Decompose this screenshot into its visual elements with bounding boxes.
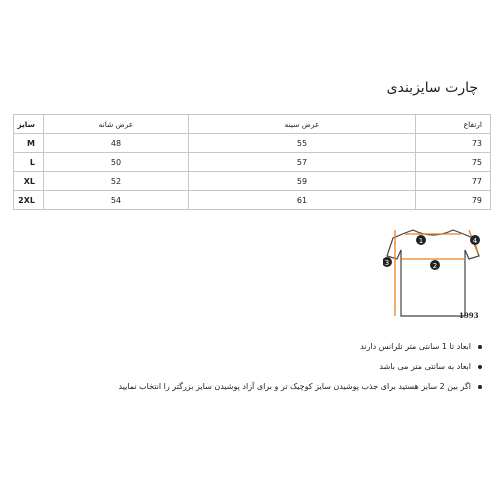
cell-height: 79 <box>416 191 491 210</box>
table-header-row <box>14 115 491 134</box>
table-row <box>14 172 491 191</box>
brand-logo: 1993 <box>459 311 479 320</box>
note-text: ابعاد به سانتی متر می باشد <box>379 362 471 371</box>
cell-shoulder: 52 <box>44 172 189 191</box>
notes-list <box>42 342 482 402</box>
marker-2: 2 <box>432 262 438 270</box>
cell-size: M <box>14 134 44 153</box>
cell-chest: 57 <box>189 153 416 172</box>
cell-shoulder: 54 <box>44 191 189 210</box>
cell-chest: 55 <box>189 134 416 153</box>
list-item <box>42 362 482 371</box>
cell-size: XL <box>14 172 44 191</box>
size-chart-table <box>13 114 491 210</box>
cell-size: L <box>14 153 44 172</box>
cell-chest: 59 <box>189 172 416 191</box>
header-height: ارتفاع <box>416 115 491 134</box>
cell-size: 2XL <box>14 191 44 210</box>
bullet-icon <box>478 385 482 389</box>
table-row <box>14 153 491 172</box>
cell-chest: 61 <box>189 191 416 210</box>
cell-height: 77 <box>416 172 491 191</box>
table-row <box>14 191 491 210</box>
header-shoulder-width: عرض شانه <box>44 115 189 134</box>
page-title: چارت سایزبندی <box>386 80 478 96</box>
table-row <box>14 134 491 153</box>
bullet-icon <box>478 365 482 369</box>
cell-height: 73 <box>416 134 491 153</box>
marker-3: 3 <box>384 259 390 267</box>
list-item <box>42 382 482 391</box>
cell-height: 75 <box>416 153 491 172</box>
bullet-icon <box>478 345 482 349</box>
tshirt-measurement-diagram <box>383 224 483 324</box>
header-chest-width: عرض سینه <box>189 115 416 134</box>
cell-shoulder: 48 <box>44 134 189 153</box>
marker-1: 1 <box>418 237 424 245</box>
list-item <box>42 342 482 351</box>
note-text: اگر بین 2 سایز هستید برای جذب پوشیدن سایز کوچیک تر و برای آزاد پوشیدن سایز بزرگتر را انتخاب نمایید <box>118 382 471 391</box>
header-size: سایز <box>14 115 44 134</box>
tshirt-outline <box>384 230 479 316</box>
note-text: ابعاد تا 1 سانتی متر تلرانس دارند <box>360 342 471 351</box>
cell-shoulder: 50 <box>44 153 189 172</box>
marker-4: 4 <box>472 237 478 245</box>
